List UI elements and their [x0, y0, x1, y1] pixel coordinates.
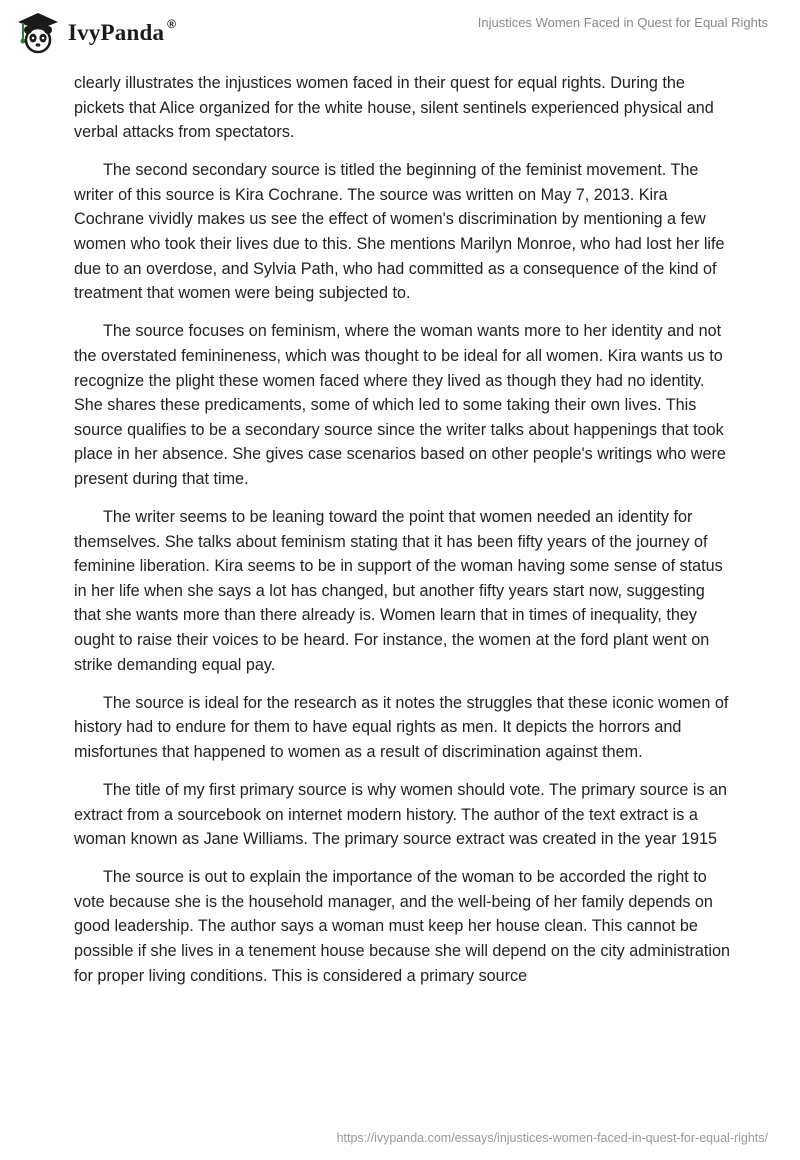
page-header [0, 0, 800, 62]
ivypanda-logo[interactable] [14, 8, 177, 56]
footer-url-link[interactable]: https://ivypanda.com/essays/injustices-women-faced-in-quest-for-equal-rights/ [336, 1131, 768, 1145]
paragraph: The source focuses on feminism, where the woman wants more to her identity and not the overstated feminineness, which was thought to be ideal for all women. Kira wants us to recognize the plight these women faced where they lived as though they had no identity. She shares these predicaments, some of which led to some taking their own lives. This source qualifies to be a secondary source since the writer talks about happenings that took place in her absence. She gives case scenarios based on other people's writings who were present during that time. [74, 322, 726, 488]
paragraph: The source is ideal for the research as it notes the struggles that these iconic women of history had to endure for them to have equal rights as men. It depicts the horrors and misfortunes that happened to women as a result of discrimination against them. [74, 693, 729, 761]
panda-graduate-icon [14, 10, 62, 54]
essay-body [74, 71, 730, 1002]
paragraph: The writer seems to be leaning toward the point that women needed an identity for themselves. She talks about feminism stating that it has been fifty years of the journey of feminine liberation. Kira seems to be in support of the woman having some sense of status in her life when she says a lot has changed, but another fifty years start now, suggesting that she wants more than there already is. Women learn that in times of inequality, they ought to raise their voices to be heard. For instance, the women at the ford plant went on strike demanding equal pay. [74, 508, 723, 674]
paragraph-continuation: clearly illustrates the injustices women faced in their quest for equal rights. During the pickets that Alice organized for the white house, silent sentinels experienced physical and verbal attacks from spectators. [74, 74, 714, 142]
registered-mark: ® [167, 17, 177, 31]
paragraph: The second secondary source is titled the beginning of the feminist movement. The writer of this source is Kira Cochrane. The source was written on May 7, 2013. Kira Cochrane vividly makes us see the effect of women's discrimination by mentioning a few women who took their lives due to this. She mentions Marilyn Monroe, who had lost her life due to an overdose, and Sylvia Path, who had committed as a consequence of the kind of treatment that women were being subjected to. [74, 161, 725, 303]
logo-text: IvyPanda ® [68, 17, 177, 45]
paragraph: The title of my first primary source is why women should vote. The primary source is an extract from a sourcebook on internet modern history. The author of the text extract is a woman known as Jane Williams. The primary source extract was created in the year 1915 [74, 780, 728, 849]
paragraph: The source is out to explain the importance of the woman to be accorded the right to vote because she is the household manager, and the well-being of her family depends on good leadership. The author says a woman must keep her house clean. This cannot be possible if she lives in a tenement house because she will depend on the city administration for proper living conditions. This is considered a primary source [74, 868, 730, 985]
document-title: Injustices Women Faced in Quest for Equal Rights [477, 15, 768, 30]
